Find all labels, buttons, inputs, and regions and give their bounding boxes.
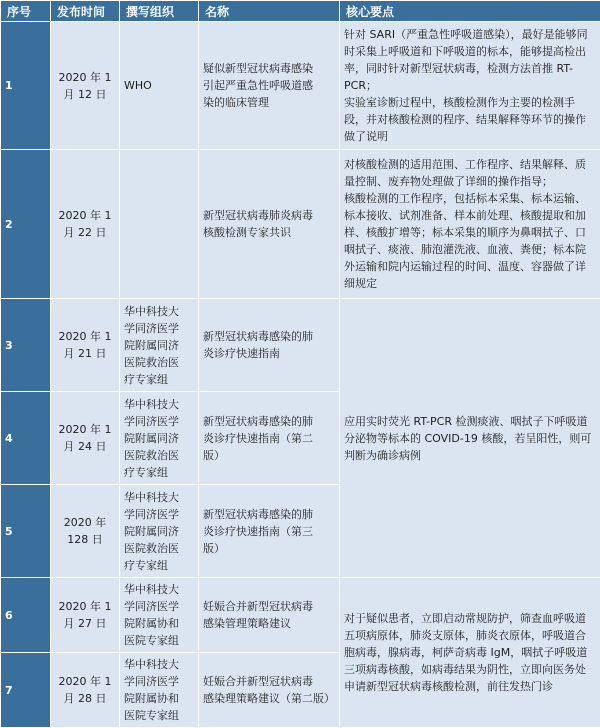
document-name-text: 新型冠状病毒感染的肺 炎诊疗快速指南（第二 版） bbox=[203, 413, 335, 464]
organization bbox=[120, 653, 199, 728]
publish-date bbox=[51, 22, 120, 150]
table-row bbox=[1, 578, 600, 653]
key-points-merged bbox=[340, 578, 600, 728]
column-header-name: 名称 bbox=[199, 1, 340, 22]
publish-date-text: 2020 年 1 月 24 日 bbox=[59, 423, 112, 453]
organization bbox=[120, 299, 199, 392]
publish-date bbox=[51, 392, 120, 485]
table-row bbox=[1, 299, 600, 392]
publish-date-text: 2020 年 128 日 bbox=[64, 516, 107, 546]
document-name-text: 妊娠合并新型冠状病毒 感染管理策略建议 bbox=[203, 598, 335, 632]
document-name-text: 新型冠状病毒感染的肺 炎诊疗快速指南 bbox=[203, 328, 335, 362]
column-header-key-points: 核心要点 bbox=[340, 1, 600, 22]
publish-date bbox=[51, 653, 120, 728]
publish-date-text: 2020 年 1 月 27 日 bbox=[59, 600, 112, 630]
row-index: 2 bbox=[1, 150, 51, 299]
key-points-merged bbox=[340, 299, 600, 578]
document-name bbox=[199, 150, 340, 299]
document-name-text: 妊娠合并新型冠状病毒 感染理策略建议（第二版） bbox=[203, 673, 335, 707]
document-name-text: 新型冠状病毒感染的肺 炎诊疗快速指南（第三 版） bbox=[203, 506, 335, 557]
key-points-text: 应用实时荧光 RT-PCR 检测痰液、咽拭子下呼吸道分泌物等标本的 COVID-19 核酸，若呈阳性，则可判断为确诊病例 bbox=[344, 413, 596, 464]
organization bbox=[120, 22, 199, 150]
table-row bbox=[1, 22, 600, 150]
organization bbox=[120, 485, 199, 578]
organization bbox=[120, 578, 199, 653]
document-name-text: 新型冠状病毒肺炎病毒 核酸检测专家共识 bbox=[203, 207, 335, 241]
organization-text: 华中科技大 学同济医学 院附属协和 医院专家组 bbox=[124, 658, 179, 722]
document-name bbox=[199, 653, 340, 728]
organization-text: 华中科技大 学同济医学 院附属协和 医院专家组 bbox=[124, 583, 179, 647]
row-index: 3 bbox=[1, 299, 51, 392]
publish-date-text: 2020 年 1 月 12 日 bbox=[59, 71, 112, 101]
row-index: 6 bbox=[1, 578, 51, 653]
publish-date bbox=[51, 150, 120, 299]
header-row bbox=[1, 1, 600, 22]
organization-text: 华中科技大 学同济医学 院附属同济 医院救治医 疗专家组 bbox=[124, 398, 179, 479]
column-header-organization: 撰写组织 bbox=[120, 1, 199, 22]
publish-date bbox=[51, 299, 120, 392]
organization bbox=[120, 150, 199, 299]
document-name bbox=[199, 578, 340, 653]
document-name bbox=[199, 299, 340, 392]
key-points-text: 对于疑似患者，立即启动常规防护，筛查血呼吸道五项病原体，肺炎支原体，肺炎衣原体，呼吸道合胞病毒，腺病毒，柯萨奇病毒 IgM，咽拭子呼吸道三项病毒核酸，如病毒结果为阴性，立即向医务处申请新型冠状病毒核酸检测，前往发热门诊 bbox=[344, 610, 596, 695]
publish-date bbox=[51, 578, 120, 653]
key-points-text: 对核酸检测的适用范围、工作程序、结果解释、质量控制、废弃物处理做了详细的操作指导； 核酸检测的工作程序，包括标本采集、标本运输、标本接收、试剂准备、样本前处理、核酸提取和加样、核酸扩增等；标本采集的顺序为鼻咽拭子、口咽拭子、痰液、肺泡灌洗液、血液、粪便；标本院外运输和院内运输过程的时间、温度、容器做了详细规定 bbox=[344, 156, 596, 292]
document-name bbox=[199, 392, 340, 485]
document-name bbox=[199, 485, 340, 578]
organization-text: WHO bbox=[124, 79, 152, 92]
publish-date-text: 2020 年 1 月 28 日 bbox=[59, 675, 112, 705]
row-index: 7 bbox=[1, 653, 51, 728]
organization bbox=[120, 392, 199, 485]
column-header-index: 序号 bbox=[1, 1, 51, 22]
key-points bbox=[340, 22, 600, 150]
row-index: 1 bbox=[1, 22, 51, 150]
document-name bbox=[199, 22, 340, 150]
document-name-text: 疑似新型冠状病毒感染 引起严重急性呼吸道感 染的临床管理 bbox=[203, 60, 335, 111]
organization-text: 华中科技大 学同济医学 院附属同济 医院救治医 疗专家组 bbox=[124, 491, 179, 572]
organization-text: 华中科技大 学同济医学 院附属同济 医院救治医 疗专家组 bbox=[124, 305, 179, 386]
publish-date-text: 2020 年 1 月 22 日 bbox=[59, 209, 112, 239]
publish-date-text: 2020 年 1 月 21 日 bbox=[59, 330, 112, 360]
row-index: 5 bbox=[1, 485, 51, 578]
row-index: 4 bbox=[1, 392, 51, 485]
table-row bbox=[1, 150, 600, 299]
key-points-text: 针对 SARI（严重急性呼吸道感染），最好是能够同时采集上呼吸道和下呼吸道的标本，能够提高检出率，同时针对新型冠状病毒，检测方法首推 RT-PCR； 实验室诊断过程中，核酸检测作为主要的检测手段，并对核酸检测的程序、结果解释等环节的操作做了说明 bbox=[344, 26, 596, 145]
column-header-date: 发布时间 bbox=[51, 1, 120, 22]
publish-date bbox=[51, 485, 120, 578]
key-points bbox=[340, 150, 600, 299]
